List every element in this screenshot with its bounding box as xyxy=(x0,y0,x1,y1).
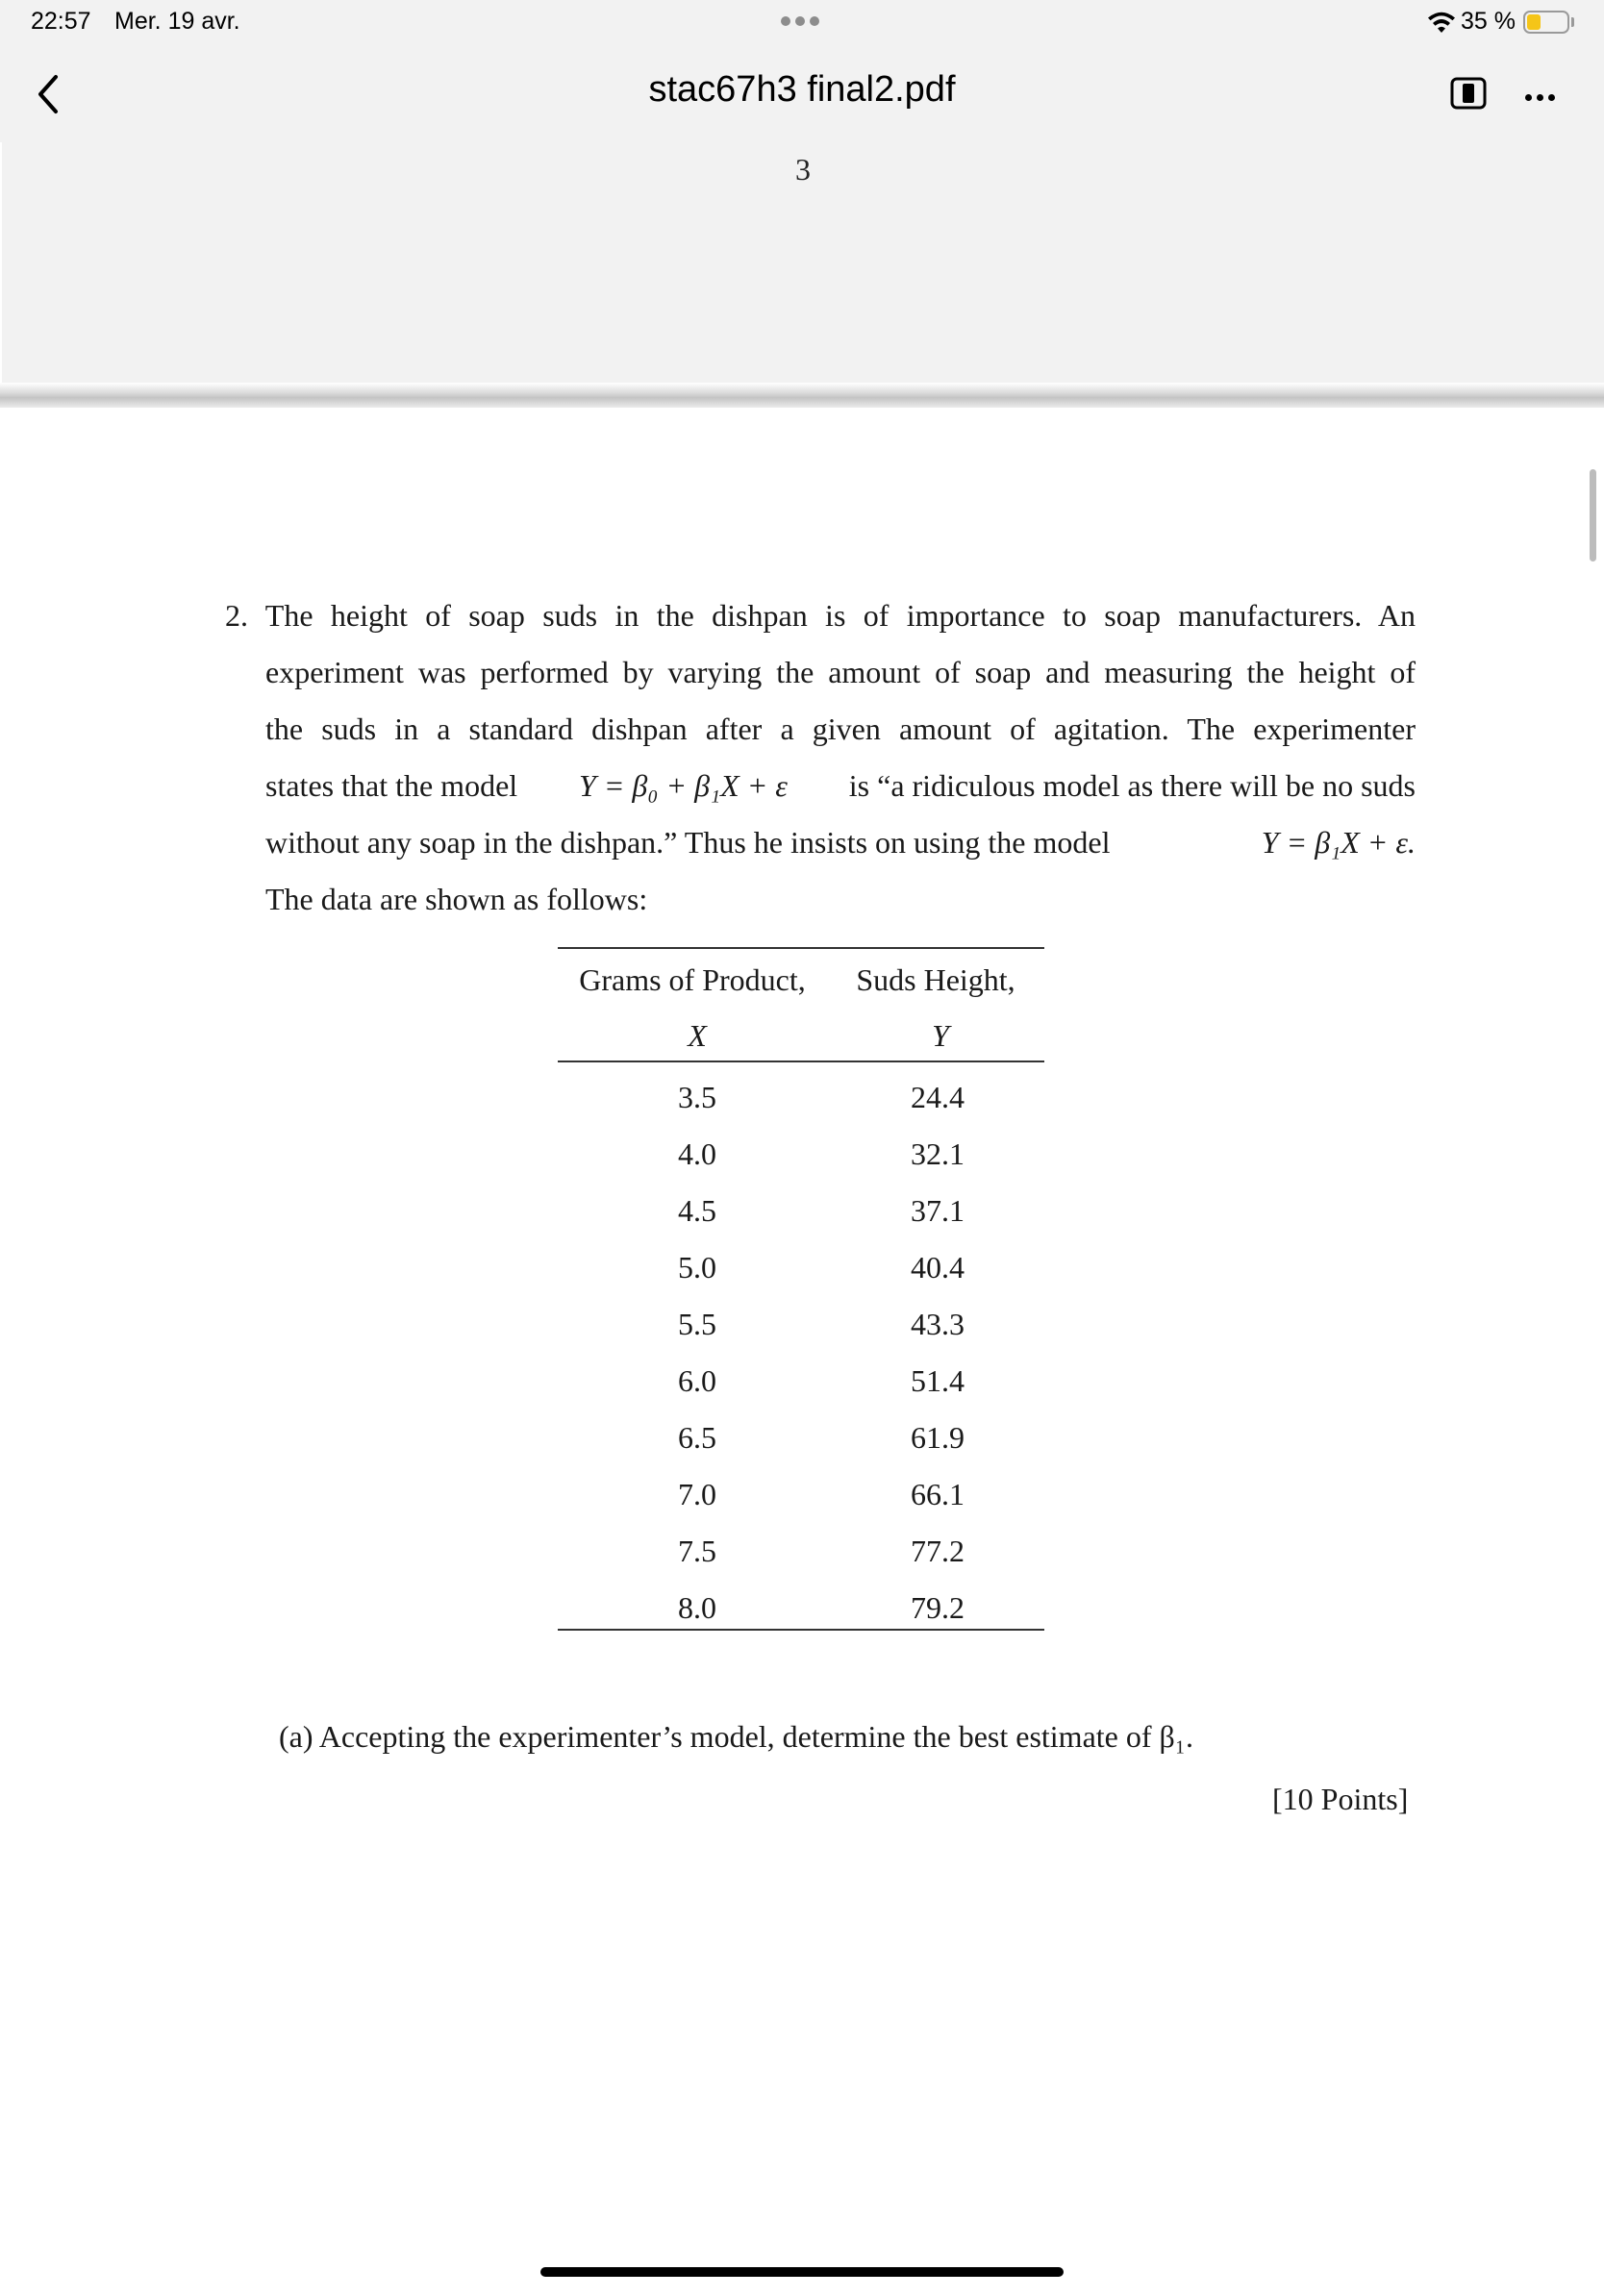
battery-icon xyxy=(1523,11,1569,34)
wifi-icon xyxy=(1427,10,1456,35)
table-cell-x: 7.5 xyxy=(678,1534,716,1568)
problem-text-segment: is “a ridiculous model as there will be no suds xyxy=(840,768,1416,803)
full-model-equation: Y = β₀ + β₁X + ε xyxy=(579,768,788,803)
table-cell-x: 6.0 xyxy=(678,1363,716,1398)
table-cell-y: 43.3 xyxy=(911,1307,965,1341)
previous-page xyxy=(2,142,1604,383)
battery-percent: 35 % xyxy=(1461,8,1516,35)
scrollbar-thumb[interactable] xyxy=(1590,469,1596,562)
table-cell-y: 61.9 xyxy=(911,1420,965,1455)
table-cell-x: 4.5 xyxy=(678,1193,716,1228)
battery-level-fill xyxy=(1527,14,1541,30)
multitasking-dots-icon[interactable] xyxy=(781,13,825,29)
column-header-suds: Suds Height, xyxy=(856,962,1015,997)
more-options-icon[interactable] xyxy=(1525,88,1564,98)
table-cell-y: 37.1 xyxy=(911,1193,965,1228)
navigation-bar xyxy=(0,48,1604,142)
current-page xyxy=(2,408,1604,2296)
table-cell-x: 6.5 xyxy=(678,1420,716,1455)
problem-text-segment: states that the model xyxy=(265,768,526,803)
table-cell-x: 4.0 xyxy=(678,1136,716,1171)
column-symbol-x: X xyxy=(688,1018,707,1053)
home-indicator[interactable] xyxy=(540,2267,1064,2277)
question-a: (a) Accepting the experimenter’s model, determine the best estimate of β₁. xyxy=(279,1719,1193,1754)
problem-line xyxy=(265,768,1416,804)
table-cell-y: 77.2 xyxy=(911,1534,965,1568)
problem-text-segment: without any soap in the dishpan.” Thus he insists on using the model xyxy=(265,825,1118,860)
pdf-viewport[interactable] xyxy=(0,142,1604,2296)
table-cell-y: 24.4 xyxy=(911,1080,965,1114)
table-top-rule xyxy=(558,947,1044,949)
problem-line: experiment was performed by varying the amount of soap and measuring the height of xyxy=(265,655,1416,689)
page-number: 3 xyxy=(795,152,811,187)
status-date: Mer. 19 avr. xyxy=(114,8,240,35)
column-header-grams: Grams of Product, xyxy=(579,962,806,997)
document-title: stac67h3 final2.pdf xyxy=(648,69,956,110)
column-symbol-y: Y xyxy=(932,1018,949,1053)
reader-mode-icon[interactable] xyxy=(1450,77,1487,110)
status-bar xyxy=(0,0,1604,48)
table-header-rule xyxy=(558,1061,1044,1062)
table-cell-x: 8.0 xyxy=(678,1590,716,1625)
battery-tip xyxy=(1571,17,1574,27)
table-cell-x: 5.0 xyxy=(678,1250,716,1285)
problem-line: The data are shown as follows: xyxy=(265,882,648,916)
page-separator xyxy=(0,383,1604,408)
table-cell-x: 5.5 xyxy=(678,1307,716,1341)
table-cell-x: 7.0 xyxy=(678,1477,716,1511)
problem-line xyxy=(265,825,1416,861)
table-cell-y: 66.1 xyxy=(911,1477,965,1511)
restricted-model-equation: Y = β₁X + ε. xyxy=(1261,825,1416,860)
table-cell-y: 40.4 xyxy=(911,1250,965,1285)
problem-line: the suds in a standard dishpan after a given amount of agitation. The experimenter xyxy=(265,711,1416,746)
table-cell-y: 32.1 xyxy=(911,1136,965,1171)
table-cell-y: 79.2 xyxy=(911,1590,965,1625)
status-time: 22:57 xyxy=(31,8,91,35)
table-cell-y: 51.4 xyxy=(911,1363,965,1398)
table-bottom-rule xyxy=(558,1629,1044,1631)
problem-line: 2. The height of soap suds in the dishpan is of importance to soap manufacturers. An xyxy=(225,598,1416,633)
table-cell-x: 3.5 xyxy=(678,1080,716,1114)
points-label: [10 Points] xyxy=(1272,1782,1409,1816)
